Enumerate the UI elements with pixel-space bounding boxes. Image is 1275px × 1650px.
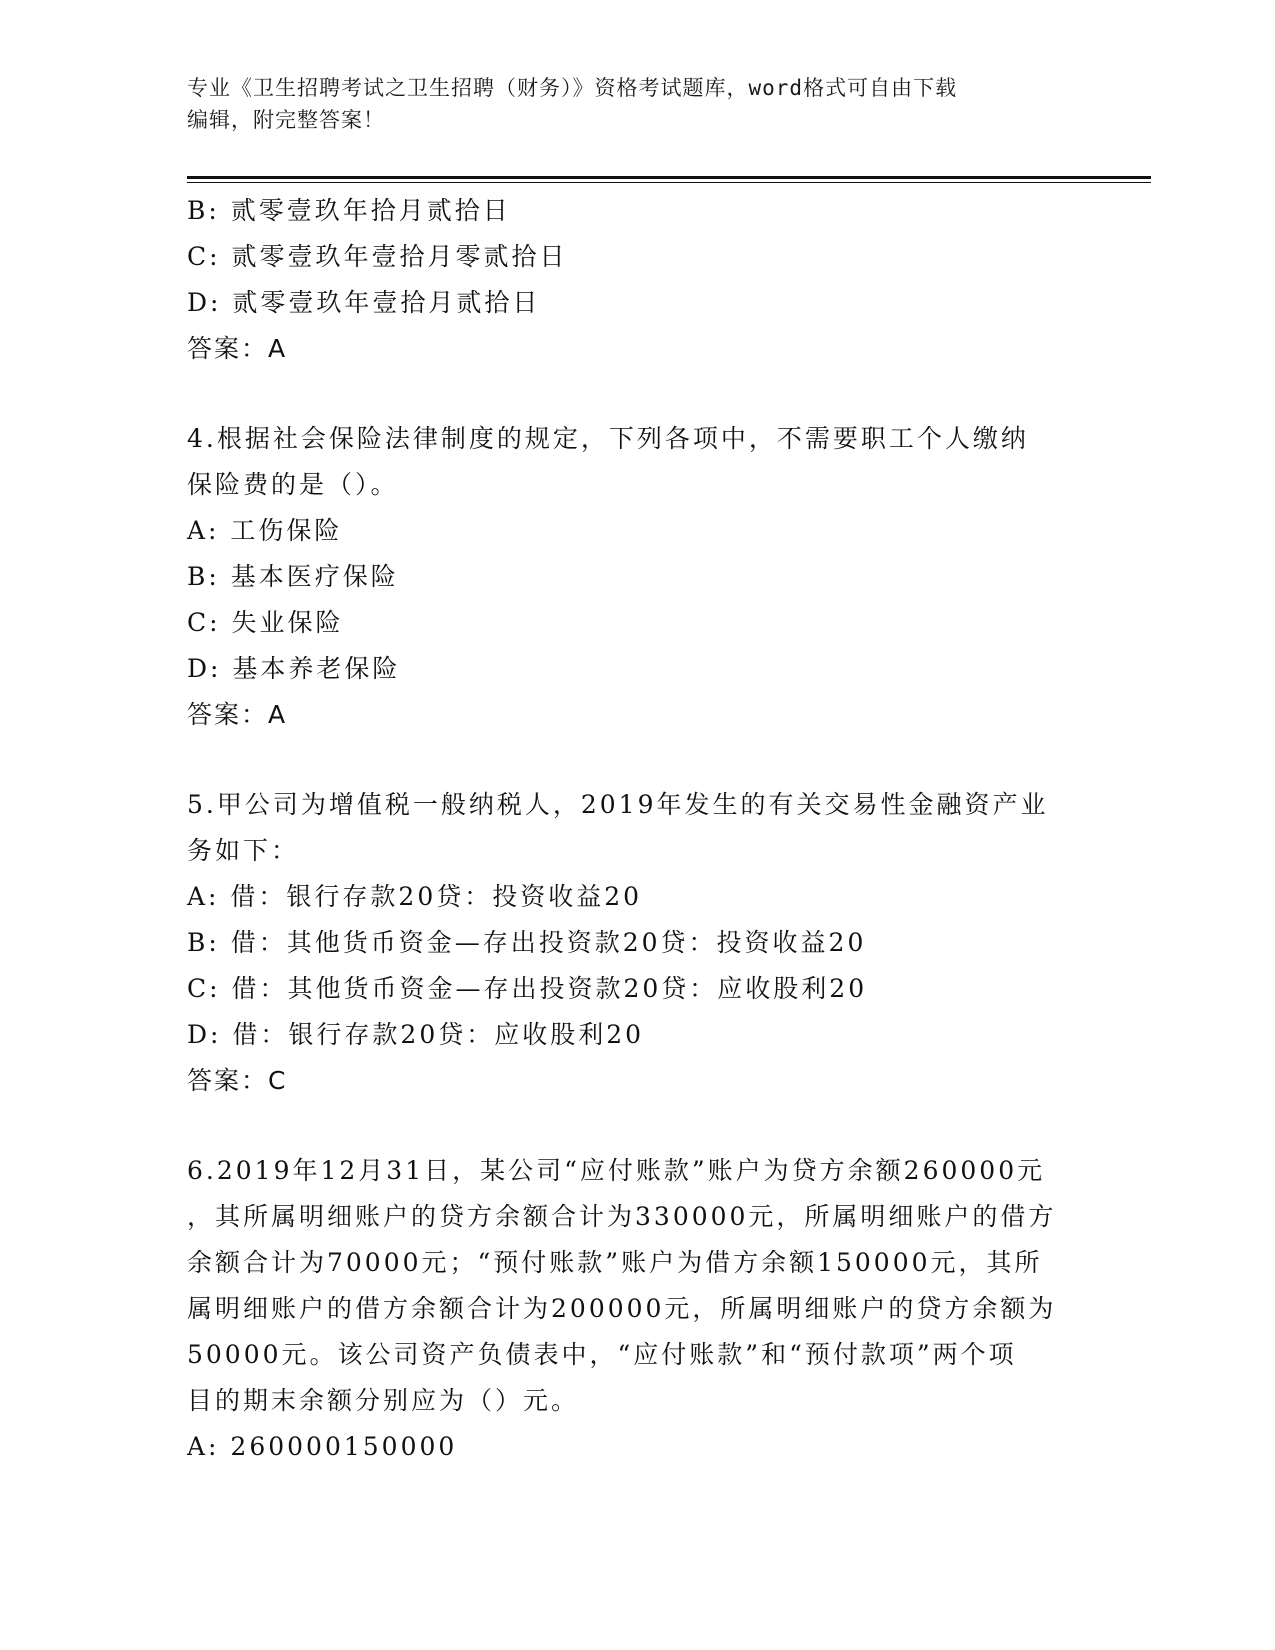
option-c: C: 贰零壹玖年壹拾月零贰拾日 bbox=[187, 242, 568, 271]
question-5 bbox=[187, 782, 1087, 1104]
question-content bbox=[187, 188, 1087, 1470]
question-text-line: 目的期末余额分别应为（）元。 bbox=[187, 1386, 580, 1415]
question-text-line: 50000元。该公司资产负债表中，“应付账款”和“预付款项”两个项 bbox=[187, 1340, 1017, 1369]
spacer bbox=[187, 1104, 1087, 1148]
spacer bbox=[187, 738, 1087, 782]
question-text-line: ，其所属明细账户的贷方余额合计为330000元，所属明细账户的借方 bbox=[187, 1202, 1057, 1231]
question-text-line: 4.根据社会保险法律制度的规定，下列各项中，不需要职工个人缴纳 bbox=[187, 424, 1029, 453]
question-6 bbox=[187, 1148, 1087, 1470]
question-text-line: 保险费的是（）。 bbox=[187, 470, 399, 499]
option-b: B: 贰零壹玖年拾月贰拾日 bbox=[187, 196, 511, 225]
answer: 答案：C bbox=[187, 1066, 288, 1095]
answer: 答案：A bbox=[187, 700, 288, 729]
question-4 bbox=[187, 416, 1087, 738]
option-d: D: 借：银行存款20贷：应收股利20 bbox=[187, 1020, 645, 1049]
question-text-line: 5.甲公司为增值税一般纳税人，2019年发生的有关交易性金融资产业 bbox=[187, 790, 1049, 819]
option-a: A: 借：银行存款20贷：投资收益20 bbox=[187, 882, 643, 911]
header-rule-thin bbox=[187, 182, 1151, 183]
option-a: A: 260000150000 bbox=[187, 1432, 458, 1461]
header-rule-thick bbox=[187, 176, 1151, 179]
option-c: C: 借：其他货币资金—存出投资款20贷：应收股利20 bbox=[187, 974, 868, 1003]
option-a: A: 工伤保险 bbox=[187, 516, 343, 545]
option-c: C: 失业保险 bbox=[187, 608, 344, 637]
question-text-line: 余额合计为70000元；“预付账款”账户为借方余额150000元，其所 bbox=[187, 1248, 1043, 1277]
question-text-line: 6.2019年12月31日，某公司“应付账款”账户为贷方余额260000元 bbox=[187, 1156, 1046, 1185]
option-d: D: 贰零壹玖年壹拾月贰拾日 bbox=[187, 288, 541, 317]
header-line-2: 编辑，附完整答案！ bbox=[187, 108, 385, 132]
option-b: B: 借：其他货币资金—存出投资款20贷：投资收益20 bbox=[187, 928, 867, 957]
question-3-tail bbox=[187, 188, 1087, 372]
page-header bbox=[187, 72, 1067, 136]
question-text-line: 务如下： bbox=[187, 836, 300, 865]
option-b: B: 基本医疗保险 bbox=[187, 562, 399, 591]
answer: 答案：A bbox=[187, 334, 288, 363]
header-line-1: 专业《卫生招聘考试之卫生招聘（财务）》资格考试题库，word格式可自由下载 bbox=[187, 76, 958, 100]
option-d: D: 基本养老保险 bbox=[187, 654, 401, 683]
question-text-line: 属明细账户的借方余额合计为200000元，所属明细账户的贷方余额为 bbox=[187, 1294, 1057, 1323]
spacer bbox=[187, 372, 1087, 416]
